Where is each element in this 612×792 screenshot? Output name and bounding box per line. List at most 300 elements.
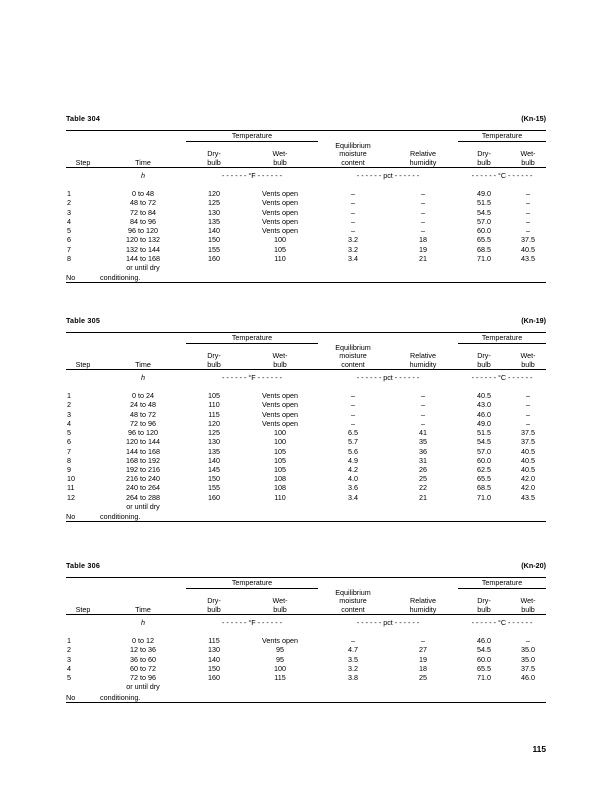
note-blank bbox=[318, 692, 388, 702]
cell-f-wet-bulb: 100 bbox=[274, 428, 286, 438]
cell-emc: – bbox=[351, 409, 356, 419]
cell-f-wet-bulb: 95 bbox=[276, 654, 284, 664]
table-bottom-rule bbox=[66, 521, 546, 522]
cell-c-dry-bulb: 71.0 bbox=[477, 253, 492, 263]
cell-time: 48 to 72 bbox=[130, 409, 156, 419]
cell-c-dry-bulb: 51.5 bbox=[477, 428, 492, 438]
page-number: 115 bbox=[532, 744, 546, 754]
cell-time: 132 to 144 bbox=[126, 244, 160, 254]
cell-time: 120 to 144 bbox=[126, 437, 160, 447]
cell-relative-humidity: – bbox=[421, 409, 426, 419]
cell-emc: – bbox=[351, 226, 356, 236]
header-dry-bulb-f: Dry- bulb bbox=[207, 149, 221, 167]
until-blank bbox=[458, 682, 510, 691]
table-row bbox=[66, 410, 546, 419]
units-hours: h bbox=[141, 373, 145, 383]
cell-f-dry-bulb: 130 bbox=[208, 207, 220, 217]
cell-step: 4 bbox=[67, 663, 71, 673]
cell-c-dry-bulb: 68.5 bbox=[477, 244, 492, 254]
header-wet-bulb-c: Wet- bulb bbox=[520, 149, 536, 167]
cell-f-dry-bulb: 120 bbox=[208, 418, 220, 428]
header-dry-bulb-f: Dry- bulb bbox=[207, 596, 221, 614]
cell-f-dry-bulb: 125 bbox=[208, 198, 220, 208]
cell-c-dry-bulb: 54.5 bbox=[477, 207, 492, 217]
units-row bbox=[66, 615, 546, 631]
units-hours: h bbox=[141, 618, 145, 628]
cell-vents-open: Vents open bbox=[262, 391, 298, 401]
cell-c-wet-bulb: – bbox=[526, 409, 531, 419]
header-temperature-c: Temperature bbox=[458, 333, 546, 344]
cell-c-wet-bulb: 43.5 bbox=[521, 492, 536, 502]
until-blank bbox=[186, 263, 242, 272]
table-row bbox=[66, 245, 546, 254]
cell-f-wet-bulb: 100 bbox=[274, 663, 286, 673]
cell-time: 84 to 96 bbox=[130, 216, 156, 226]
note-blank bbox=[186, 692, 242, 702]
cell-c-dry-bulb: 71.0 bbox=[477, 673, 492, 683]
cell-c-wet-bulb: – bbox=[526, 391, 531, 401]
units-blank bbox=[66, 615, 100, 631]
cell-f-wet-bulb: 105 bbox=[274, 244, 286, 254]
cell-f-dry-bulb: 140 bbox=[208, 654, 220, 664]
cell-time: 0 to 48 bbox=[132, 189, 154, 199]
header-step: Step bbox=[75, 360, 91, 370]
cell-emc: 4.7 bbox=[348, 645, 359, 655]
until-dry-text: or until dry bbox=[126, 682, 160, 692]
cell-f-dry-bulb: 115 bbox=[208, 636, 220, 646]
cell-vents-open: Vents open bbox=[262, 226, 298, 236]
note-blank bbox=[388, 272, 458, 282]
note-blank bbox=[242, 511, 318, 521]
cell-f-dry-bulb: 135 bbox=[208, 446, 220, 456]
header-sub-row bbox=[66, 142, 546, 168]
table-row bbox=[66, 226, 546, 235]
header-dry-bulb-c: Dry- bulb bbox=[477, 149, 491, 167]
header-sub-row bbox=[66, 344, 546, 370]
cell-c-wet-bulb: – bbox=[526, 207, 531, 217]
no-conditioning-text: conditioning. bbox=[100, 692, 141, 702]
cell-emc: – bbox=[351, 418, 356, 428]
cell-f-dry-bulb: 155 bbox=[208, 483, 220, 493]
header-blank bbox=[318, 333, 388, 344]
cell-f-dry-bulb: 140 bbox=[208, 226, 220, 236]
note-blank bbox=[388, 692, 458, 702]
cell-time: 12 to 36 bbox=[130, 645, 156, 655]
units-fahrenheit: - - - - - - °F - - - - - - bbox=[222, 171, 282, 181]
no-conditioning-text: conditioning. bbox=[100, 273, 141, 283]
cell-relative-humidity: – bbox=[421, 636, 426, 646]
cell-emc: 3.2 bbox=[348, 663, 359, 673]
until-blank bbox=[458, 502, 510, 511]
header-dry-bulb-c: Dry- bulb bbox=[477, 596, 491, 614]
cell-step: 8 bbox=[67, 253, 71, 263]
cell-c-wet-bulb: 42.0 bbox=[521, 483, 536, 493]
header-emc: Equilibrium moisture content bbox=[335, 587, 371, 614]
cell-relative-humidity: – bbox=[421, 198, 426, 208]
note-blank bbox=[510, 511, 546, 521]
until-dry-row bbox=[66, 263, 546, 272]
cell-c-wet-bulb: – bbox=[526, 400, 531, 410]
cell-c-wet-bulb: 42.0 bbox=[521, 474, 536, 484]
cell-emc: – bbox=[351, 400, 356, 410]
cell-f-wet-bulb: 95 bbox=[276, 645, 284, 655]
header-group-row bbox=[66, 131, 546, 142]
until-blank bbox=[510, 263, 546, 272]
header-emc: Equilibrium moisture content bbox=[335, 342, 371, 369]
cell-c-dry-bulb: 71.0 bbox=[477, 492, 492, 502]
units-celsius: - - - - - - °C - - - - - - bbox=[471, 171, 533, 181]
until-blank bbox=[186, 502, 242, 511]
note-blank bbox=[388, 511, 458, 521]
until-blank bbox=[242, 502, 318, 511]
cell-c-dry-bulb: 60.0 bbox=[477, 654, 492, 664]
until-blank bbox=[388, 502, 458, 511]
cell-emc: – bbox=[351, 198, 356, 208]
cell-f-dry-bulb: 130 bbox=[208, 437, 220, 447]
header-wet-bulb-f: Wet- bulb bbox=[272, 596, 288, 614]
cell-step: 1 bbox=[67, 391, 71, 401]
cell-c-wet-bulb: – bbox=[526, 198, 531, 208]
table-row bbox=[66, 483, 546, 492]
units-fahrenheit: - - - - - - °F - - - - - - bbox=[222, 373, 282, 383]
cell-c-dry-bulb: 46.0 bbox=[477, 409, 492, 419]
data-table-body bbox=[66, 615, 546, 701]
cell-relative-humidity: 21 bbox=[419, 492, 428, 502]
cell-c-wet-bulb: 37.5 bbox=[521, 235, 536, 245]
cell-relative-humidity: 18 bbox=[419, 235, 428, 245]
table-row bbox=[66, 645, 546, 654]
cell-c-dry-bulb: 51.5 bbox=[477, 198, 492, 208]
cell-f-dry-bulb: 160 bbox=[208, 673, 220, 683]
header-sub-row bbox=[66, 589, 546, 615]
cell-f-wet-bulb: 108 bbox=[274, 483, 286, 493]
cell-time: 48 to 72 bbox=[130, 198, 156, 208]
cell-c-wet-bulb: – bbox=[526, 216, 531, 226]
cell-f-dry-bulb: 150 bbox=[208, 235, 220, 245]
until-blank bbox=[318, 263, 388, 272]
cell-emc: 5.6 bbox=[348, 446, 359, 456]
cell-relative-humidity: 18 bbox=[419, 663, 428, 673]
cell-step: 6 bbox=[67, 235, 71, 245]
header-temperature-c: Temperature bbox=[458, 578, 546, 589]
cell-emc: – bbox=[351, 189, 356, 199]
table-row bbox=[66, 673, 546, 682]
cell-emc: – bbox=[351, 391, 356, 401]
table-title: Table 305 bbox=[66, 316, 101, 325]
until-dry-row bbox=[66, 682, 546, 691]
table-block-306 bbox=[66, 561, 546, 703]
note-blank bbox=[318, 511, 388, 521]
header-relative-humidity: Relative humidity bbox=[409, 351, 437, 369]
header-wet-bulb-c: Wet- bulb bbox=[520, 596, 536, 614]
cell-time: 168 to 192 bbox=[126, 455, 160, 465]
cell-f-dry-bulb: 130 bbox=[208, 645, 220, 655]
table-code: (Kn-19) bbox=[521, 316, 546, 325]
header-blank bbox=[388, 131, 458, 142]
cell-c-wet-bulb: 35.0 bbox=[521, 645, 536, 655]
cell-relative-humidity: 22 bbox=[419, 483, 428, 493]
cell-time: 144 to 168 bbox=[126, 253, 160, 263]
units-pct: - - - - - - pct - - - - - - bbox=[356, 171, 420, 181]
units-celsius: - - - - - - °C - - - - - - bbox=[471, 618, 533, 628]
until-dry-text: or until dry bbox=[126, 262, 160, 272]
note-blank bbox=[318, 272, 388, 282]
table-caption bbox=[66, 561, 546, 575]
cell-emc: 4.2 bbox=[348, 464, 359, 474]
header-emc: Equilibrium moisture content bbox=[335, 140, 371, 167]
cell-relative-humidity: – bbox=[421, 216, 426, 226]
header-blank bbox=[100, 333, 186, 344]
table-bottom-rule bbox=[66, 282, 546, 283]
header-wet-bulb-f: Wet- bulb bbox=[272, 351, 288, 369]
cell-c-wet-bulb: 35.0 bbox=[521, 654, 536, 664]
units-pct: - - - - - - pct - - - - - - bbox=[356, 618, 420, 628]
cell-relative-humidity: 31 bbox=[419, 455, 428, 465]
cell-time: 120 to 132 bbox=[126, 235, 160, 245]
cell-c-wet-bulb: 40.5 bbox=[521, 244, 536, 254]
cell-step: 5 bbox=[67, 428, 71, 438]
cell-c-dry-bulb: 65.5 bbox=[477, 474, 492, 484]
header-blank bbox=[388, 333, 458, 344]
table-block-305 bbox=[66, 316, 546, 522]
cell-time: 24 to 48 bbox=[130, 400, 156, 410]
note-blank bbox=[186, 272, 242, 282]
cell-relative-humidity: – bbox=[421, 400, 426, 410]
cell-emc: – bbox=[351, 636, 356, 646]
units-celsius: - - - - - - °C - - - - - - bbox=[471, 373, 533, 383]
cell-step: 5 bbox=[67, 226, 71, 236]
cell-time: 0 to 12 bbox=[132, 636, 154, 646]
cell-c-wet-bulb: 40.5 bbox=[521, 455, 536, 465]
cell-time: 264 to 288 bbox=[126, 492, 160, 502]
note-blank bbox=[458, 272, 510, 282]
cell-relative-humidity: 26 bbox=[419, 464, 428, 474]
table-row bbox=[66, 235, 546, 244]
header-blank bbox=[100, 578, 186, 589]
cell-f-wet-bulb: 105 bbox=[274, 455, 286, 465]
data-table-body bbox=[66, 168, 546, 282]
units-hours: h bbox=[141, 171, 145, 181]
table-row bbox=[66, 447, 546, 456]
table-row bbox=[66, 217, 546, 226]
cell-step: 4 bbox=[67, 216, 71, 226]
data-table bbox=[66, 333, 546, 369]
cell-c-dry-bulb: 65.5 bbox=[477, 663, 492, 673]
no-conditioning-label: No bbox=[66, 692, 76, 702]
cell-c-wet-bulb: 40.5 bbox=[521, 464, 536, 474]
cell-c-wet-bulb: 37.5 bbox=[521, 428, 536, 438]
cell-f-dry-bulb: 115 bbox=[208, 409, 220, 419]
cell-step: 3 bbox=[67, 654, 71, 664]
units-blank bbox=[66, 168, 100, 184]
cell-time: 144 to 168 bbox=[126, 446, 160, 456]
table-row bbox=[66, 400, 546, 409]
cell-c-dry-bulb: 49.0 bbox=[477, 418, 492, 428]
no-conditioning-label: No bbox=[66, 273, 76, 283]
table-block-304 bbox=[66, 114, 546, 283]
table-row bbox=[66, 456, 546, 465]
cell-relative-humidity: – bbox=[421, 418, 426, 428]
cell-c-wet-bulb: – bbox=[526, 636, 531, 646]
cell-c-dry-bulb: 40.5 bbox=[477, 391, 492, 401]
cell-step: 12 bbox=[67, 492, 75, 502]
note-blank bbox=[458, 692, 510, 702]
cell-step: 8 bbox=[67, 455, 71, 465]
until-blank bbox=[242, 263, 318, 272]
cell-step: 5 bbox=[67, 673, 71, 683]
cell-time: 96 to 120 bbox=[128, 226, 158, 236]
cell-c-wet-bulb: – bbox=[526, 418, 531, 428]
table-code: (Kn-15) bbox=[521, 114, 546, 123]
cell-relative-humidity: 21 bbox=[419, 253, 428, 263]
cell-emc: – bbox=[351, 216, 356, 226]
header-group-row bbox=[66, 578, 546, 589]
cell-f-wet-bulb: 100 bbox=[274, 437, 286, 447]
no-conditioning-text: conditioning. bbox=[100, 511, 141, 521]
cell-c-dry-bulb: 62.5 bbox=[477, 464, 492, 474]
table-row bbox=[66, 655, 546, 664]
cell-f-dry-bulb: 145 bbox=[208, 464, 220, 474]
cell-relative-humidity: 36 bbox=[419, 446, 428, 456]
cell-step: 9 bbox=[67, 464, 71, 474]
cell-vents-open: Vents open bbox=[262, 418, 298, 428]
cell-f-dry-bulb: 140 bbox=[208, 455, 220, 465]
table-row bbox=[66, 493, 546, 502]
cell-time: 60 to 72 bbox=[130, 663, 156, 673]
cell-c-dry-bulb: 60.0 bbox=[477, 226, 492, 236]
cell-f-dry-bulb: 120 bbox=[208, 189, 220, 199]
data-table bbox=[66, 578, 546, 614]
cell-relative-humidity: – bbox=[421, 226, 426, 236]
header-relative-humidity: Relative humidity bbox=[409, 596, 437, 614]
until-dry-row bbox=[66, 502, 546, 511]
units-blank bbox=[66, 370, 100, 386]
note-blank bbox=[510, 272, 546, 282]
table-bottom-rule bbox=[66, 702, 546, 703]
cell-time: 96 to 120 bbox=[128, 428, 158, 438]
cell-step: 7 bbox=[67, 244, 71, 254]
table-row bbox=[66, 437, 546, 446]
cell-f-wet-bulb: 105 bbox=[274, 464, 286, 474]
cell-emc: 3.8 bbox=[348, 673, 359, 683]
units-fahrenheit: - - - - - - °F - - - - - - bbox=[222, 618, 282, 628]
cell-f-wet-bulb: 108 bbox=[274, 474, 286, 484]
cell-vents-open: Vents open bbox=[262, 400, 298, 410]
cell-time: 72 to 96 bbox=[130, 673, 156, 683]
table-row bbox=[66, 465, 546, 474]
note-blank bbox=[242, 272, 318, 282]
cell-vents-open: Vents open bbox=[262, 189, 298, 199]
until-blank bbox=[318, 502, 388, 511]
cell-emc: 3.5 bbox=[348, 654, 359, 664]
cell-emc: 3.4 bbox=[348, 492, 359, 502]
cell-c-wet-bulb: – bbox=[526, 226, 531, 236]
cell-time: 192 to 216 bbox=[126, 464, 160, 474]
header-blank bbox=[66, 333, 100, 344]
until-blank bbox=[66, 682, 100, 691]
cell-time: 72 to 96 bbox=[130, 418, 156, 428]
no-conditioning-row bbox=[66, 272, 546, 282]
cell-step: 6 bbox=[67, 437, 71, 447]
cell-f-dry-bulb: 150 bbox=[208, 474, 220, 484]
table-row bbox=[66, 184, 546, 198]
header-temperature-f: Temperature bbox=[186, 131, 318, 142]
cell-step: 3 bbox=[67, 409, 71, 419]
note-blank bbox=[510, 692, 546, 702]
no-conditioning-row bbox=[66, 692, 546, 702]
header-step: Step bbox=[75, 605, 91, 615]
cell-f-dry-bulb: 150 bbox=[208, 663, 220, 673]
until-blank bbox=[66, 502, 100, 511]
cell-step: 2 bbox=[67, 645, 71, 655]
no-conditioning-label: No bbox=[66, 511, 76, 521]
cell-emc: 3.2 bbox=[348, 244, 359, 254]
cell-emc: 5.7 bbox=[348, 437, 359, 447]
cell-emc: 4.0 bbox=[348, 474, 359, 484]
cell-emc: 6.5 bbox=[348, 428, 359, 438]
table-row bbox=[66, 664, 546, 673]
cell-c-wet-bulb: 37.5 bbox=[521, 437, 536, 447]
cell-step: 2 bbox=[67, 198, 71, 208]
cell-step: 2 bbox=[67, 400, 71, 410]
cell-f-wet-bulb: 110 bbox=[274, 253, 286, 263]
cell-emc: 3.4 bbox=[348, 253, 359, 263]
cell-step: 1 bbox=[67, 636, 71, 646]
table-caption bbox=[66, 316, 546, 330]
cell-f-dry-bulb: 125 bbox=[208, 428, 220, 438]
cell-f-wet-bulb: 110 bbox=[274, 492, 286, 502]
cell-c-wet-bulb: – bbox=[526, 189, 531, 199]
table-row bbox=[66, 631, 546, 645]
no-conditioning-row bbox=[66, 511, 546, 521]
note-blank bbox=[242, 692, 318, 702]
cell-relative-humidity: – bbox=[421, 207, 426, 217]
table-title: Table 304 bbox=[66, 114, 101, 123]
until-blank bbox=[510, 682, 546, 691]
cell-relative-humidity: 19 bbox=[419, 244, 428, 254]
cell-relative-humidity: – bbox=[421, 391, 426, 401]
table-row bbox=[66, 198, 546, 207]
data-table-body bbox=[66, 370, 546, 521]
table-code: (Kn-20) bbox=[521, 561, 546, 570]
header-wet-bulb-c: Wet- bulb bbox=[520, 351, 536, 369]
header-temperature-f: Temperature bbox=[186, 333, 318, 344]
cell-c-dry-bulb: 60.0 bbox=[477, 455, 492, 465]
cell-c-dry-bulb: 68.5 bbox=[477, 483, 492, 493]
note-blank bbox=[186, 511, 242, 521]
header-time: Time bbox=[135, 605, 151, 615]
table-row bbox=[66, 419, 546, 428]
cell-relative-humidity: 27 bbox=[419, 645, 428, 655]
cell-emc: 3.2 bbox=[348, 235, 359, 245]
header-blank bbox=[388, 578, 458, 589]
cell-c-dry-bulb: 54.5 bbox=[477, 645, 492, 655]
cell-f-wet-bulb: 100 bbox=[274, 235, 286, 245]
cell-step: 4 bbox=[67, 418, 71, 428]
units-pct: - - - - - - pct - - - - - - bbox=[356, 373, 420, 383]
cell-vents-open: Vents open bbox=[262, 216, 298, 226]
table-row bbox=[66, 474, 546, 483]
cell-time: 72 to 84 bbox=[130, 207, 156, 217]
until-blank bbox=[510, 502, 546, 511]
cell-relative-humidity: 25 bbox=[419, 673, 428, 683]
until-blank bbox=[388, 263, 458, 272]
until-blank bbox=[318, 682, 388, 691]
cell-step: 3 bbox=[67, 207, 71, 217]
cell-vents-open: Vents open bbox=[262, 409, 298, 419]
cell-step: 1 bbox=[67, 189, 71, 199]
header-temperature-f: Temperature bbox=[186, 578, 318, 589]
